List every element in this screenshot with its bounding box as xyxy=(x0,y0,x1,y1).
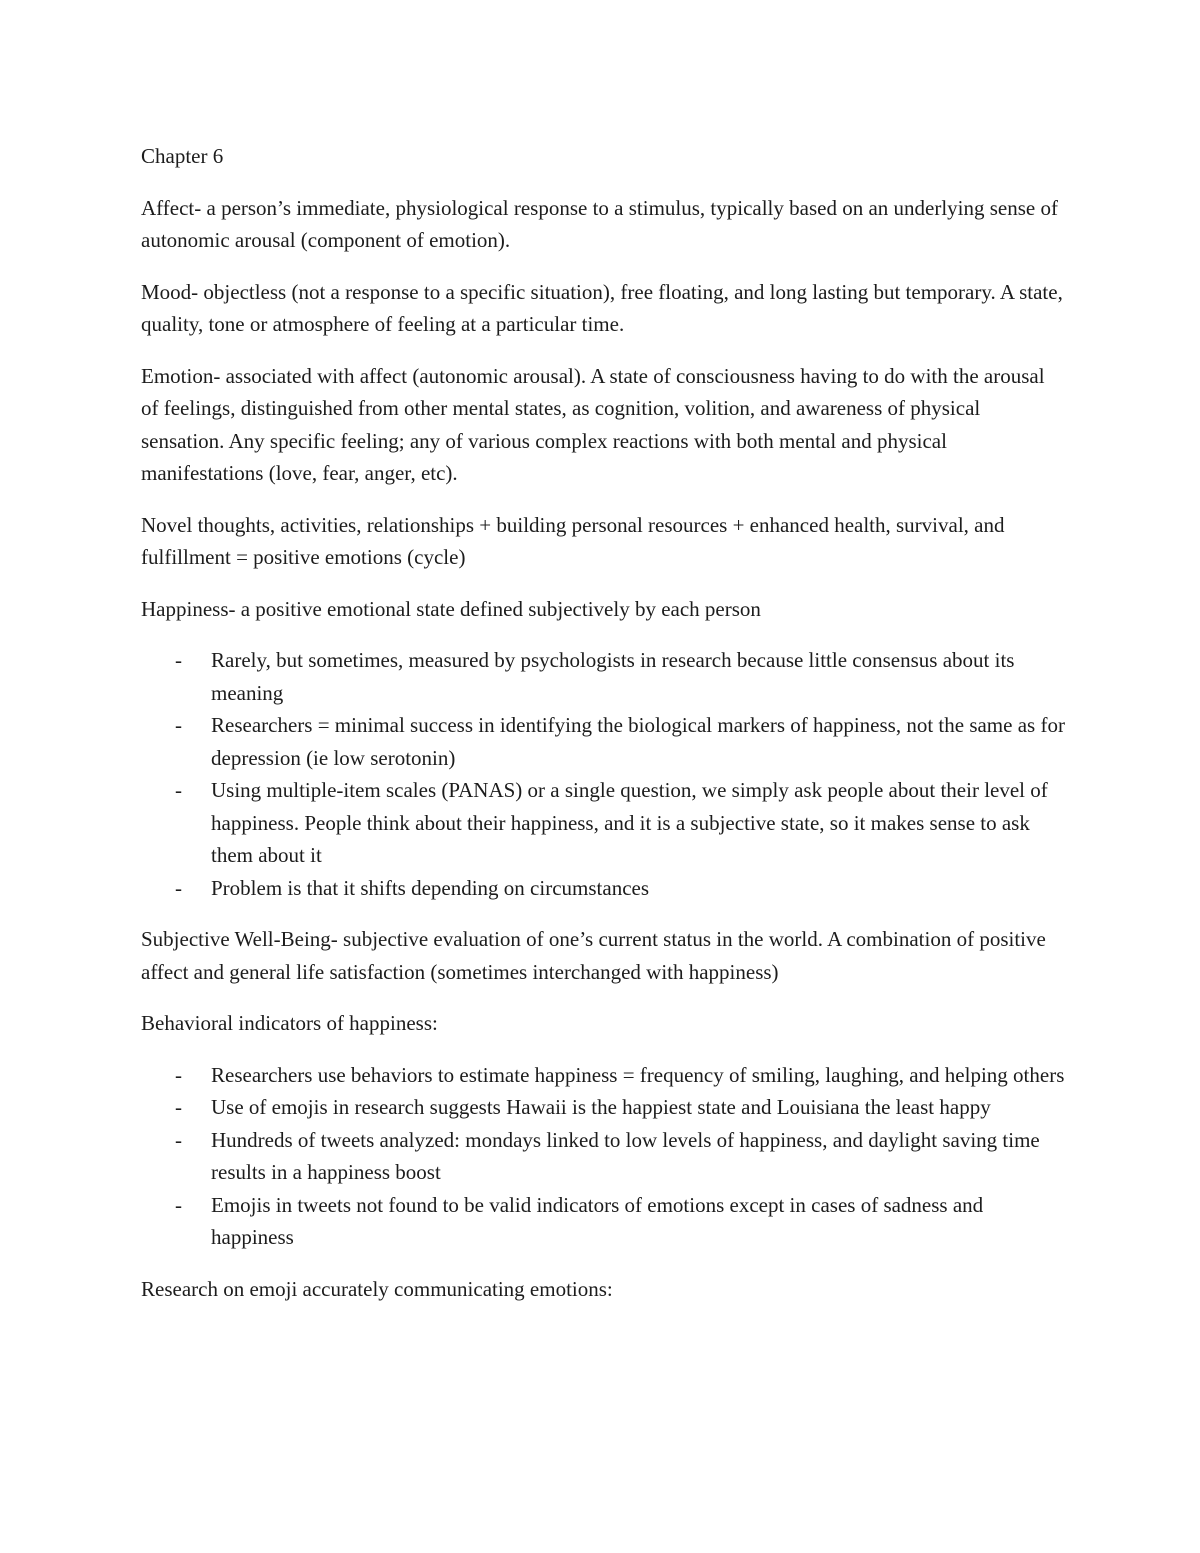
list-item-text: Problem is that it shifts depending on circumstances xyxy=(211,875,650,900)
list-item xyxy=(141,1124,1066,1189)
list-item xyxy=(141,1189,1066,1254)
research-emoji-paragraph: Research on emoji accurately communicating emotions: xyxy=(141,1276,613,1301)
bullet-dash: - xyxy=(175,1192,182,1217)
bullet-dash: - xyxy=(175,713,182,737)
happiness-paragraph: Happiness- a positive emotional state defined subjectively by each person xyxy=(141,596,761,621)
list-item xyxy=(141,872,1066,905)
list-item-text: Using multiple-item scales (PANAS) or a single question, we simply ask people about their level of happiness. People think about their happiness, and it is a subjective state, so it makes sense to ask them about it xyxy=(211,778,1048,867)
affect-paragraph: Affect- a person’s immediate, physiological response to a stimulus, typically based on an underlying sense of autonomic arousal (component of emotion). xyxy=(141,195,1058,252)
list-item xyxy=(141,1059,1066,1092)
list-item xyxy=(141,709,1066,774)
bullet-dash: - xyxy=(175,875,182,900)
cycle-paragraph: Novel thoughts, activities, relationships + building personal resources + enhanced health, survival, and fulfillment = positive emotions (cycle) xyxy=(141,512,1005,569)
list-item xyxy=(141,1091,1066,1124)
bullet-dash: - xyxy=(175,1062,182,1087)
chapter-heading: Chapter 6 xyxy=(141,144,224,168)
list-item xyxy=(141,774,1066,872)
document-page xyxy=(141,140,1066,1324)
swb-paragraph: Subjective Well-Being- subjective evaluation of one’s current status in the world. A combination of positive affect and general life satisfaction (sometimes interchanged with happiness) xyxy=(141,927,1046,984)
list-item-text: Researchers = minimal success in identifying the biological markers of happiness, not the same as for depression (ie low serotonin) xyxy=(211,713,1065,770)
mood-paragraph: Mood- objectless (not a response to a specific situation), free floating, and long lasting but temporary. A state, quality, tone or atmosphere of feeling at a particular time. xyxy=(141,279,1063,336)
happiness-bullet-list xyxy=(141,644,1066,904)
behavioral-bullet-list xyxy=(141,1059,1066,1254)
behavioral-paragraph: Behavioral indicators of happiness: xyxy=(141,1011,438,1035)
list-item-text: Rarely, but sometimes, measured by psychologists in research because little consensus about its meaning xyxy=(211,648,1015,705)
bullet-dash: - xyxy=(175,1127,182,1152)
list-item-text: Hundreds of tweets analyzed: mondays linked to low levels of happiness, and daylight saving time results in a happiness boost xyxy=(211,1127,1040,1184)
bullet-dash: - xyxy=(175,648,182,672)
list-item-text: Researchers use behaviors to estimate happiness = frequency of smiling, laughing, and helping others xyxy=(211,1062,1065,1087)
emotion-paragraph: Emotion- associated with affect (autonomic arousal). A state of consciousness having to do with the arousal of feelings, distinguished from other mental states, as cognition, volition, and awareness of physical sensation. Any specific feeling; any of various complex reactions with both mental and physical manifestations (love, fear, anger, etc). xyxy=(141,363,1045,485)
list-item xyxy=(141,644,1066,709)
list-item-text: Emojis in tweets not found to be valid indicators of emotions except in cases of sadness and happiness xyxy=(211,1192,984,1249)
bullet-dash: - xyxy=(175,1095,182,1119)
bullet-dash: - xyxy=(175,778,182,802)
list-item-text: Use of emojis in research suggests Hawaii is the happiest state and Louisiana the least happy xyxy=(211,1095,991,1119)
